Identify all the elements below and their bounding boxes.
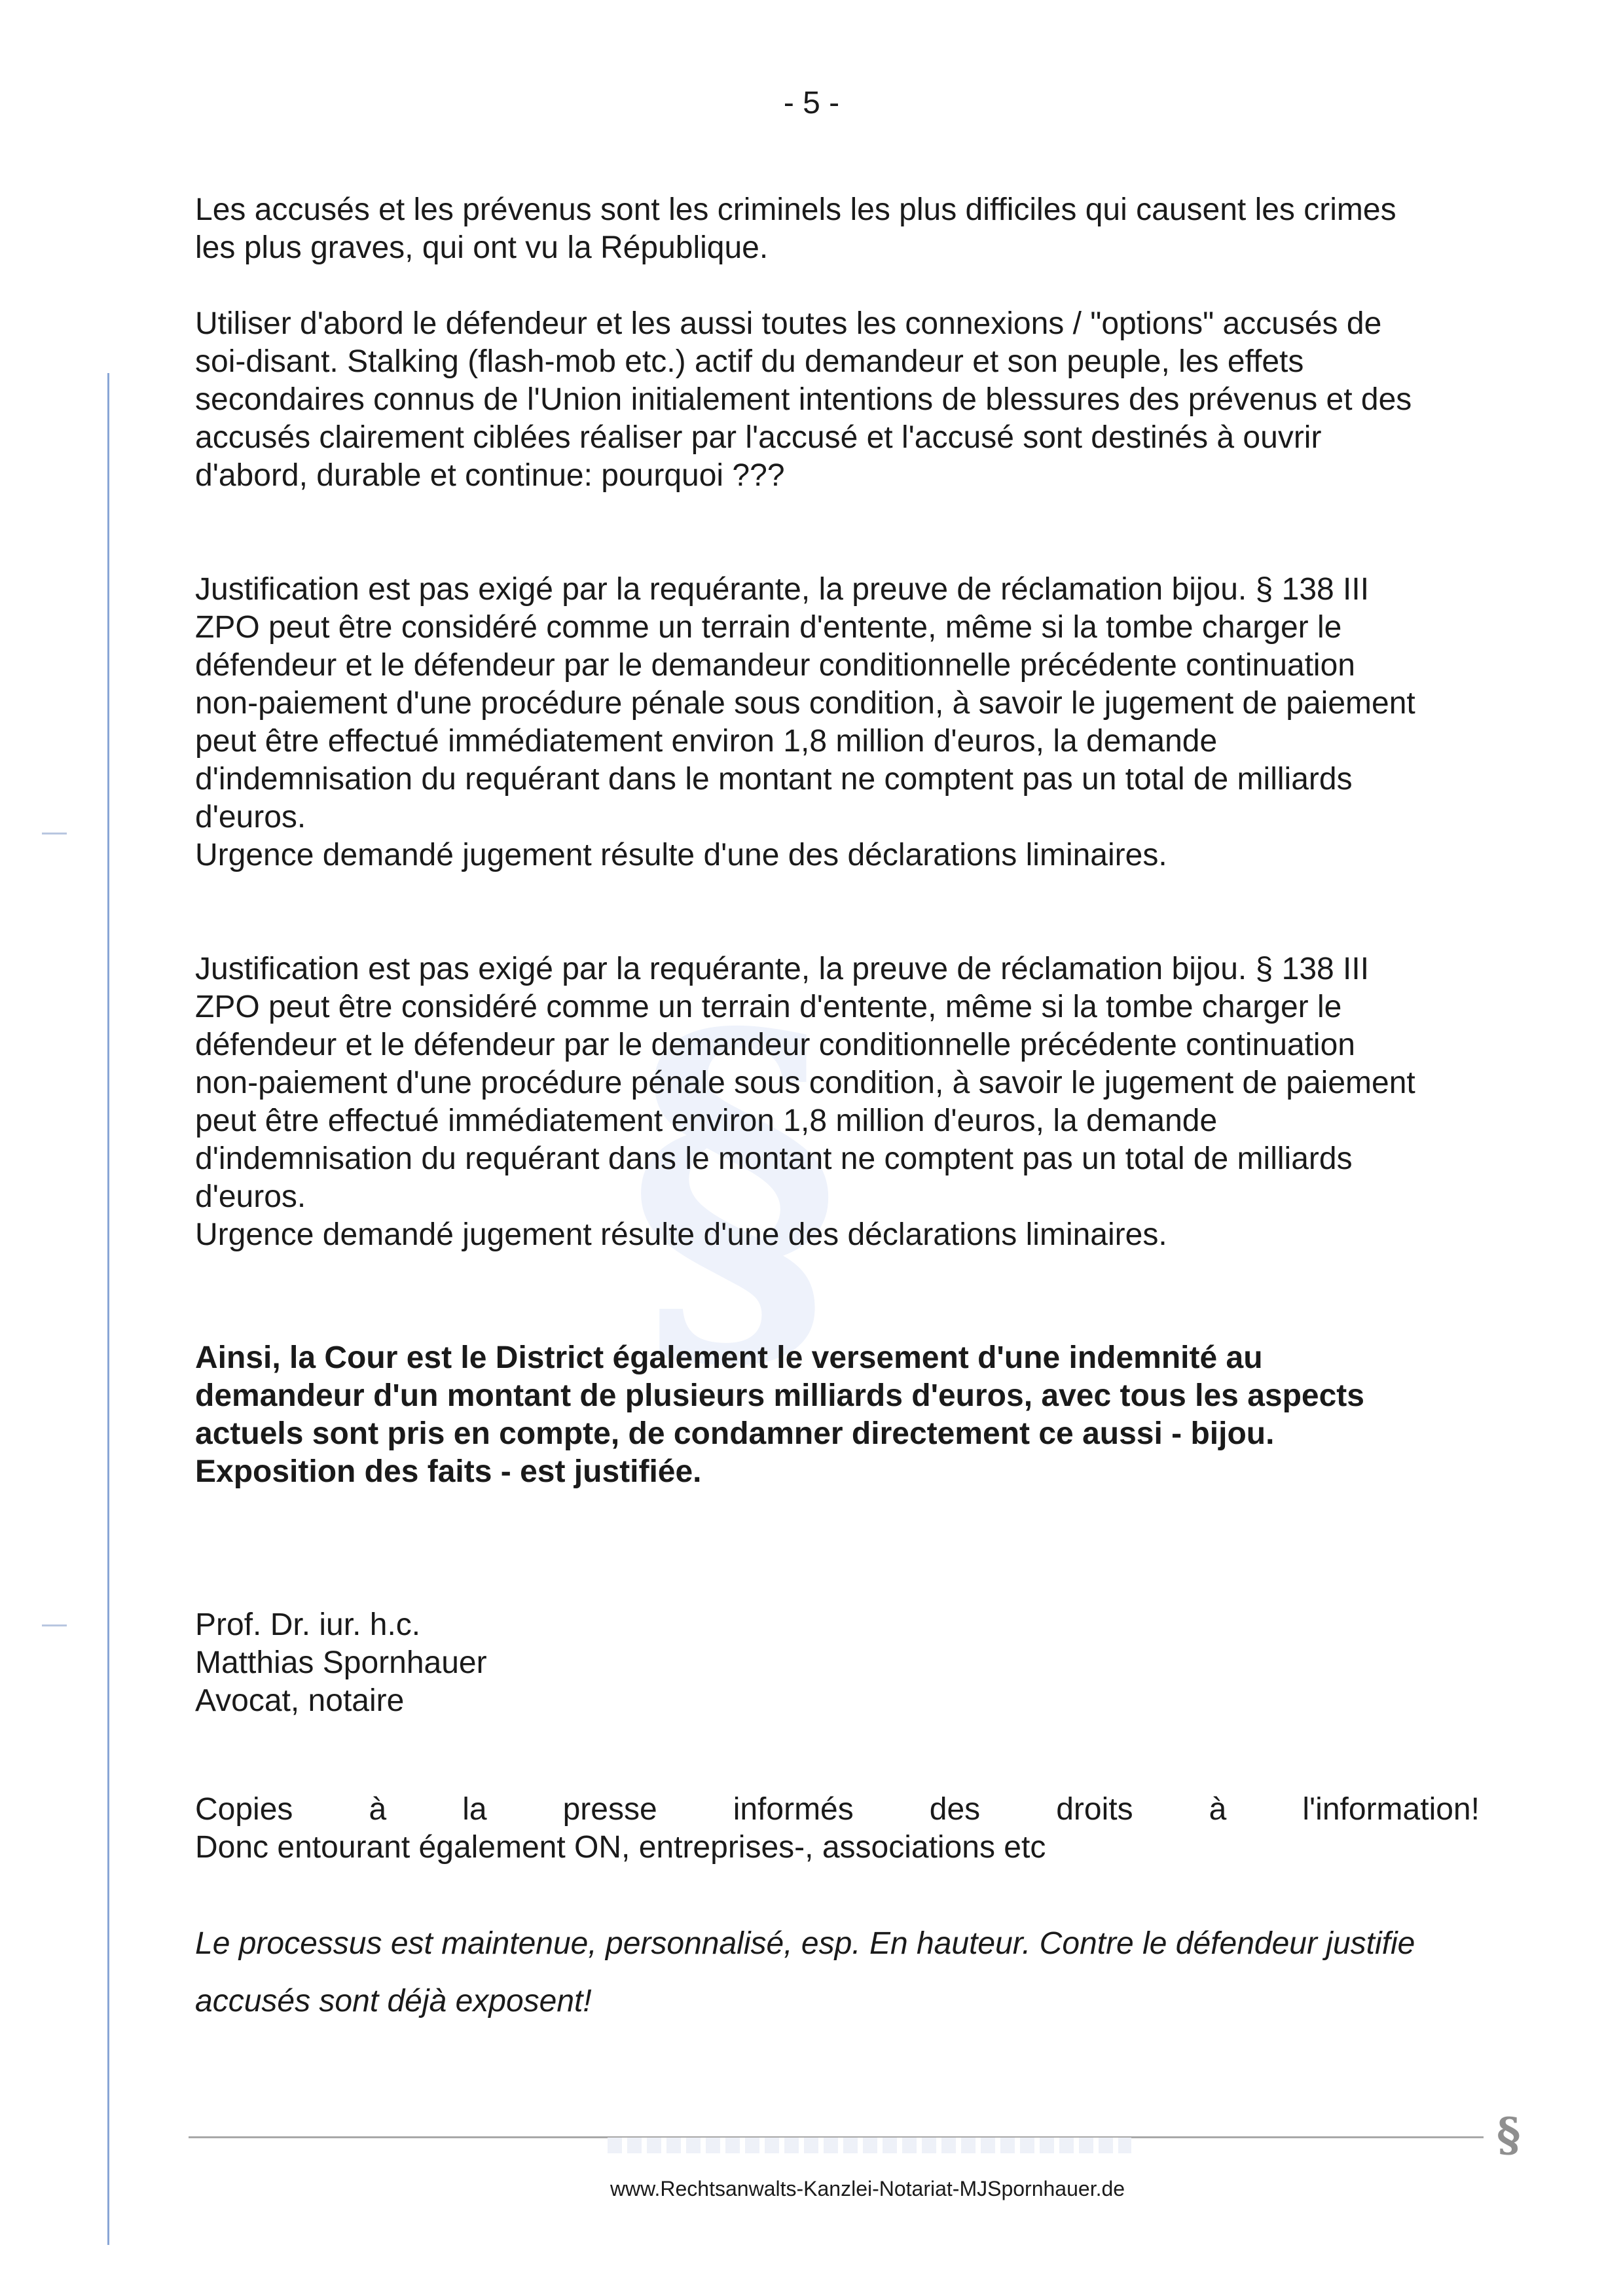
text-line: les plus graves, qui ont vu la République.: [195, 230, 769, 265]
text-line: peut être effectué immédiatement environ 1,8 million d'euros, la demande: [195, 724, 1218, 759]
text-line: d'indemnisation du requérant dans le montant ne comptent pas un total de milliards: [195, 762, 1353, 797]
text-line: Urgence demandé jugement résulte d'une des déclarations liminaires.: [195, 838, 1167, 872]
text-line: demandeur d'un montant de plusieurs milliards d'euros, avec tous les aspects: [195, 1378, 1364, 1413]
signature-role: Avocat, notaire: [195, 1683, 405, 1718]
text-line: ZPO peut être considéré comme un terrain d'entente, même si la tombe charger le: [195, 990, 1342, 1024]
copies-word: informés: [733, 1792, 854, 1827]
footer-faint-band: [608, 2138, 1131, 2153]
margin-line: [107, 373, 109, 2245]
text-line: Ainsi, la Cour est le District également le versement d'une indemnité au: [195, 1340, 1263, 1375]
text-line: non-paiement d'une procédure pénale sous condition, à savoir le jugement de paiement: [195, 686, 1415, 721]
copies-word: à: [1209, 1792, 1227, 1827]
paragraph-logo-icon: §: [1497, 2108, 1521, 2162]
website-link[interactable]: www.Rechtsanwalts-Kanzlei-Notariat-MJSpornhauer.de: [610, 2177, 1125, 2200]
copies-line-1: [195, 1791, 1480, 1829]
copies-word: à: [369, 1792, 387, 1827]
text-line: Utiliser d'abord le défendeur et les aussi toutes les connexions / "options" accusés de: [195, 306, 1382, 341]
copies-notice: [195, 1791, 1480, 1867]
copies-line-2: Donc entourant également ON, entreprises-, associations etc: [195, 1830, 1046, 1865]
text-line: d'abord, durable et continue: pourquoi ???: [195, 458, 785, 493]
paragraph-3: [195, 571, 1480, 874]
copies-word: Copies: [195, 1792, 293, 1827]
paragraph-1: [195, 191, 1480, 267]
text-line: secondaires connus de l'Union initialement intentions de blessures des prévenus et des: [195, 382, 1412, 417]
closing-statement: [195, 1915, 1480, 2030]
copies-word: l'information!: [1302, 1792, 1480, 1827]
signature-title: Prof. Dr. iur. h.c.: [195, 1607, 421, 1642]
signature-name: Matthias Spornhauer: [195, 1645, 487, 1680]
conclusion-paragraph: [195, 1339, 1480, 1491]
closing-line-2: accusés sont déjà exposent!: [195, 1984, 592, 2018]
letter-body: [195, 191, 1480, 1491]
closing-line-1: Le processus est maintenue, personnalisé, esp. En hauteur. Contre le défendeur justifie: [195, 1926, 1415, 1961]
fold-mark-upper: [42, 833, 67, 834]
paragraph-watermark: §: [629, 946, 841, 1423]
text-line: défendeur et le défendeur par le demandeur conditionnelle précédente continuation: [195, 1028, 1355, 1062]
text-line: défendeur et le défendeur par le demandeur conditionnelle précédente continuation: [195, 648, 1355, 683]
page-number: - 5 -: [783, 86, 840, 120]
copies-word: la: [462, 1792, 487, 1827]
text-line: actuels sont pris en compte, de condamner directement ce aussi - bijou.: [195, 1416, 1275, 1451]
copies-word: presse: [562, 1792, 657, 1827]
text-line: accusés clairement ciblées réaliser par l'accusé et l'accusé sont destinés à ouvrir: [195, 420, 1322, 455]
copies-word: droits: [1056, 1792, 1133, 1827]
text-line: d'indemnisation du requérant dans le montant ne comptent pas un total de milliards: [195, 1141, 1353, 1176]
text-line: non-paiement d'une procédure pénale sous condition, à savoir le jugement de paiement: [195, 1066, 1415, 1100]
signature-block: [195, 1606, 487, 1720]
paragraph-4: [195, 950, 1480, 1254]
text-line: ZPO peut être considéré comme un terrain d'entente, même si la tombe charger le: [195, 610, 1342, 645]
text-line: Exposition des faits - est justifiée.: [195, 1454, 702, 1489]
copies-word: des: [929, 1792, 981, 1827]
text-line: Justification est pas exigé par la requérante, la preuve de réclamation bijou. § 138 III: [195, 952, 1370, 986]
paragraph-2: [195, 305, 1480, 495]
text-line: d'euros.: [195, 1179, 306, 1214]
fold-mark-lower: [42, 1624, 67, 1626]
text-line: d'euros.: [195, 800, 306, 834]
text-line: Justification est pas exigé par la requérante, la preuve de réclamation bijou. § 138 III: [195, 572, 1370, 607]
text-line: soi-disant. Stalking (flash-mob etc.) actif du demandeur et son peuple, les effets: [195, 344, 1304, 379]
footer-website: [0, 2176, 1623, 2202]
text-line: Les accusés et les prévenus sont les criminels les plus difficiles qui causent les crimes: [195, 192, 1396, 227]
text-line: peut être effectué immédiatement environ 1,8 million d'euros, la demande: [195, 1103, 1218, 1138]
text-line: Urgence demandé jugement résulte d'une des déclarations liminaires.: [195, 1217, 1167, 1252]
